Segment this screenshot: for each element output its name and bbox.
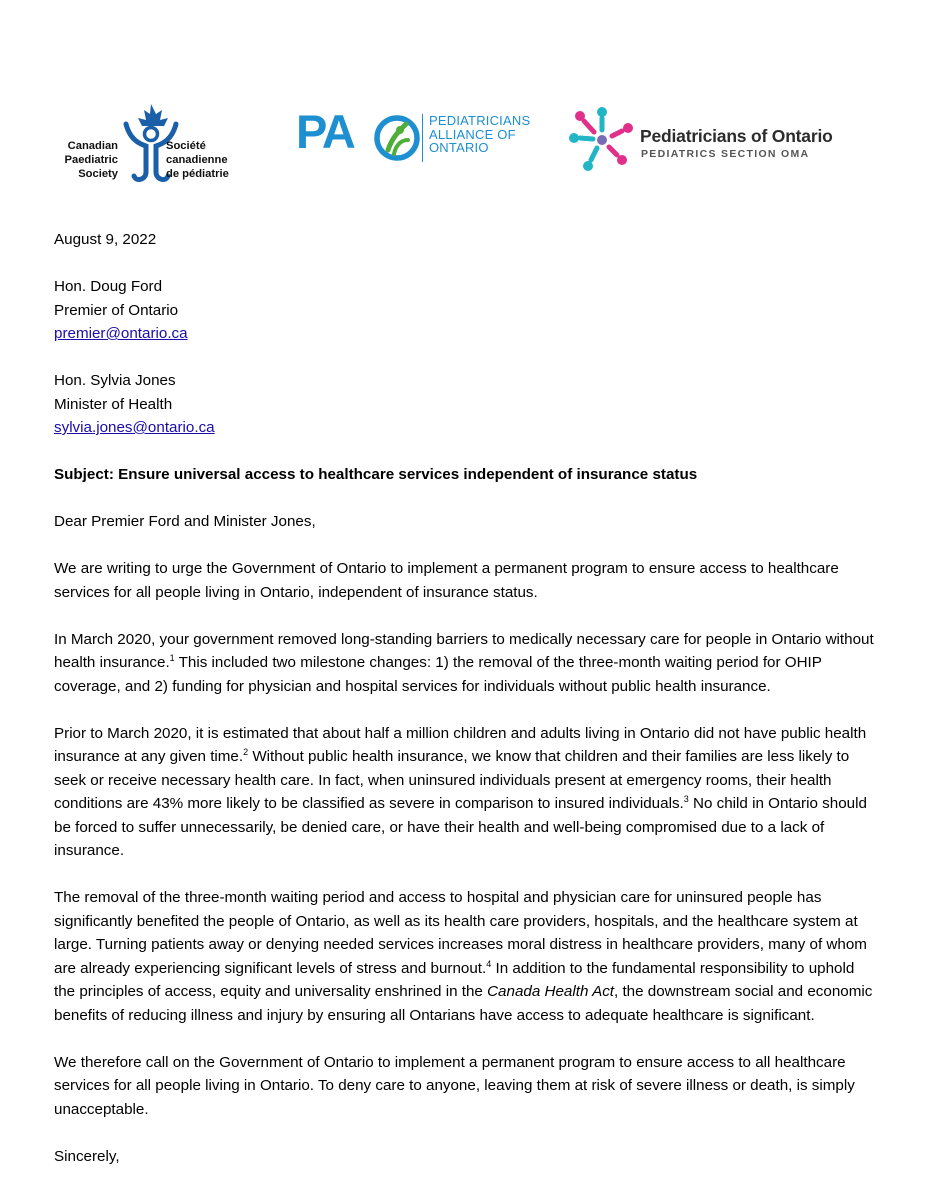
pao-full-name: PEDIATRICIANS ALLIANCE OF ONTARIO [429, 113, 531, 155]
pao-divider [422, 114, 423, 162]
minister-email-link[interactable]: sylvia.jones@ontario.ca [54, 419, 215, 436]
footnote-ref: 1 [169, 652, 175, 663]
pao-logo [296, 105, 546, 170]
po-people-circle-icon [566, 104, 638, 176]
po-title: Pediatricians of Ontario [640, 126, 833, 146]
paragraph-3: Prior to March 2020, it is estimated that about half a million children and adults living in Ontario did not have public health insurance at any given time.$^2$ Without public health insurance, we know that children and their families are less likely to seek or receive necessary health care. In fact, when uninsured individuals present at emergency rooms, their health conditions are 43% more likely to be classified as severe in comparison to insured individuals.$^3$ No child in Ontario should be forced to suffer unnecessarily, be denied care, or have their health and well-being compromised due to a lack of insurance. [54, 724, 867, 859]
act-title: Canada Health Act [487, 983, 615, 1000]
paragraph-2: In March 2020, your government removed long-standing barriers to medically necessary care for people in Ontario without health insurance.$^1$ This included two milestone changes: 1) the removal of the three-month waiting period for OHIP coverage, and 2) funding for physician and hospital services for individuals without public health insurance. [54, 630, 874, 695]
cps-english-name: Canadian Paediatric Society [64, 140, 118, 181]
recipient-title: Minister of Health [54, 395, 173, 413]
paragraph-5: We therefore call on the Government of Ontario to implement a permanent program to ensure access to all healthcare services for all people living in Ontario. To deny care to anyone, leaving them at risk of severe illness or death, is simply unacceptable. [54, 1053, 855, 1118]
po-subtitle: PEDIATRICS SECTION OMA [641, 148, 810, 160]
recipient-premier [54, 275, 874, 346]
footnote-ref: 4 [486, 958, 492, 969]
letterhead [0, 98, 927, 190]
cps-logo [56, 102, 246, 184]
recipient-title: Premier of Ontario [54, 301, 179, 319]
paragraph-4: The removal of the three-month waiting period and access to hospital and physician care for uninsured people has significantly benefited the people of Ontario, as well as its health care providers, hospitals, and the healthcare system at large. Turning patients away or denying needed services increases moral distress in healthcare providers, many of whom are already experiencing significant levels of stress and burnout.$^4$ In addition to the fundamental responsibility to uphold the principles of access, equity and universality enshrined in the Canada Health Act, the downstream social and economic benefits of reducing illness and injury by ensuring all Ontarians have access to adequate healthcare is significant. [54, 889, 873, 1024]
recipient-minister [54, 369, 874, 440]
letter-body [54, 228, 874, 1168]
footnote-ref: 3 [683, 793, 689, 804]
letter-date: August 9, 2022 [54, 231, 157, 248]
cps-french-name: Société canadienne de pédiatrie [166, 140, 229, 181]
pao-acronym: PA [296, 105, 354, 158]
po-logo [566, 104, 856, 176]
paragraph-1: We are writing to urge the Government of Ontario to implement a permanent program to ensure access to healthcare services for all people living in Ontario, independent of insurance status. [54, 560, 839, 601]
pao-o-figure-icon [374, 110, 420, 166]
recipient-name: Hon. Doug Ford [54, 278, 163, 295]
footnote-ref: 2 [243, 746, 249, 757]
premier-email-link[interactable]: premier@ontario.ca [54, 325, 188, 342]
subject-line: Subject: Ensure universal access to healthcare services independent of insurance status [54, 466, 698, 483]
salutation: Dear Premier Ford and Minister Jones, [54, 513, 316, 530]
closing: Sincerely, [54, 1147, 120, 1165]
recipient-name: Hon. Sylvia Jones [54, 372, 176, 389]
